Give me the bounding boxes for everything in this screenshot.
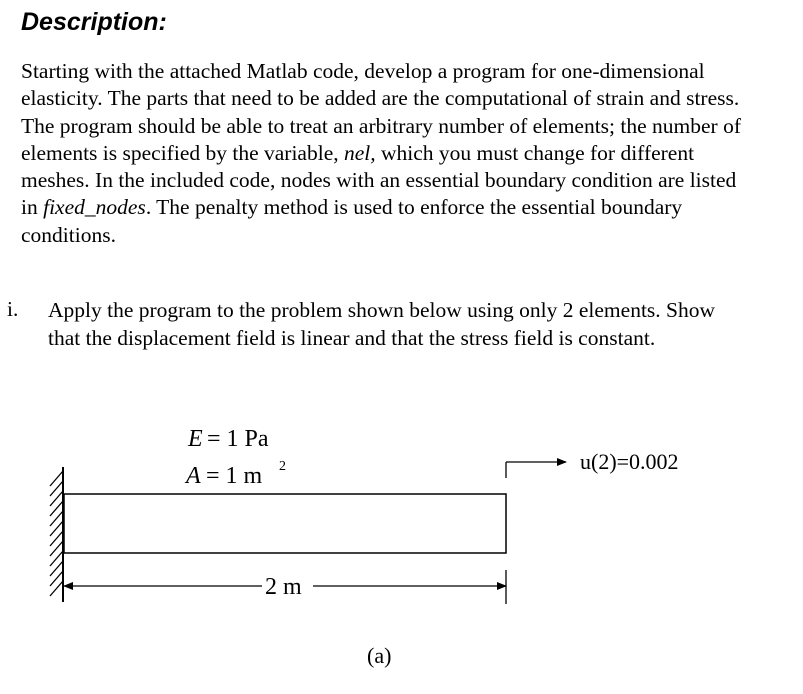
- e-symbol: E: [188, 426, 203, 452]
- variable-fixed-nodes: fixed_nodes: [43, 195, 146, 220]
- description-part-1: Starting with the attached Matlab code, develop a program for one-dimensional elasticity. The parts that need to be added are the computational of strain and stress. The program should be able to treat an arbitrary number of elements; the number of elements is specified by the variable,: [21, 59, 741, 165]
- description-heading: Description:: [21, 8, 167, 36]
- description-part-2: which you must change for different meshes. In the included code, nodes with an essential boundary condition are listed in: [21, 140, 737, 220]
- variable-nel: nel,: [343, 140, 376, 165]
- e-value: = 1 Pa: [207, 426, 269, 452]
- description-part-3: . The penalty method is used to enforce the essential boundary conditions.: [21, 195, 683, 247]
- item-text: Apply the program to the problem shown below using only 2 elements. Show that the displacement field is linear and that the stress field is constant.: [48, 298, 716, 350]
- length-label: 2 m: [265, 574, 302, 600]
- a-value: = 1 m: [206, 463, 263, 489]
- item-number: i.: [7, 297, 19, 321]
- bar-rectangle: [64, 494, 506, 553]
- displacement-label: u(2)=0.002: [580, 449, 679, 474]
- figure-caption: (a): [367, 643, 392, 668]
- a-symbol: A: [186, 463, 201, 489]
- a-exponent: 2: [279, 459, 286, 474]
- fixed-wall: [50, 467, 63, 602]
- displacement-arrow: [506, 462, 566, 478]
